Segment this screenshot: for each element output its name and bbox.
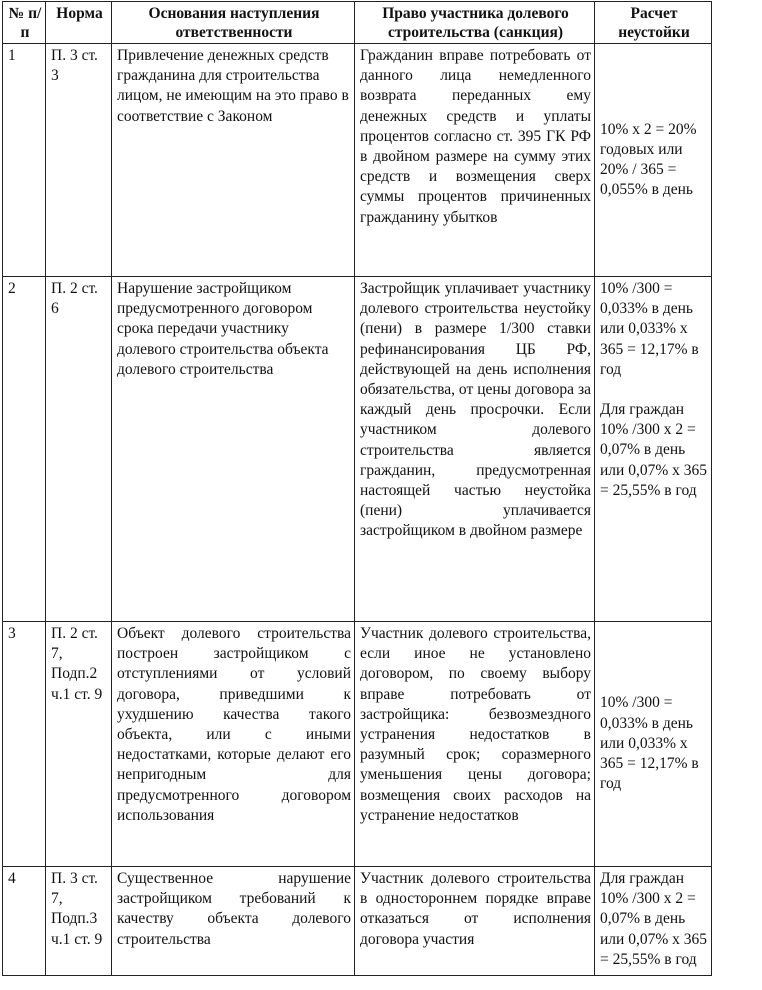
calc-cell [595,277,712,622]
norma-cell: П. 2 ст. 7, Подп.2 ч.1 ст. 9 [46,622,112,867]
calc-cell: 10% х 2 = 20% годовых или 20% / 365 = 0,055% в день [595,44,712,277]
norma-cell: П. 3 ст. 7, Подп.3 ч.1 ст. 9 [46,867,112,976]
norma-cell: П. 3 ст. 3 [46,44,112,277]
row-number: 3 [3,622,46,867]
liability-table [2,1,712,976]
right-cell: Участник долевого строительства в одностороннем порядке вправе отказаться от исполнения договора участия [355,867,595,976]
header-basis: Основания наступления ответственности [112,2,355,44]
calc-cell: Для граждан 10% /300 х 2 = 0,07% в день или 0,07% х 365 = 25,55% в год [595,867,712,976]
basis-cell: Нарушение застройщиком предусмотренного договором срока передачи участнику долевого строительства объекта долевого строительства [112,277,355,622]
header-row [3,2,712,44]
calc-gap [600,380,708,400]
row-number: 1 [3,44,46,277]
table-row [3,622,712,867]
header-no: № п/п [3,2,46,44]
basis-cell: Существенное нарушение застройщиком требований к качеству объекта долевого строительства [112,867,355,976]
right-cell: Застройщик уплачивает участнику долевого строительства неустойку (пени) в размере 1/300 ставки рефинансирования ЦБ РФ, действующей на день исполнения обязательства, от цены договора за каждый день просрочки. Если участником долевого строительства является гражданин, предусмотренная настоящей частью неустойка (пени) уплачивается застройщиком в двойном размере [355,277,595,622]
table-row [3,277,712,622]
calc-cell: 10% /300 = 0,033% в день или 0,033% х 365 = 12,17% в год [595,622,712,867]
basis-cell: Объект долевого строительства построен застройщиком с отступлениями от условий договора, приведшими к ухудшению качества такого объекта, или с иными недостатками, которые делают его непригодным для предусмотренного договором использования [112,622,355,867]
row-number: 2 [3,277,46,622]
table-row [3,867,712,976]
calc-standard: 10% /300 = 0,033% в день или 0,033% х 365 = 12,17% в год [600,280,699,378]
right-cell: Гражданин вправе потребовать от данного лица немедленного возврата переданных ему денежных средств и уплаты процентов согласно ст. 395 ГК РФ в двойном размере на сумму этих средств и возмещения сверх суммы процентов причиненных гражданину убытков [355,44,595,277]
norma-cell: П. 2 ст. 6 [46,277,112,622]
basis-cell: Привлечение денежных средств гражданина для строительства лицом, не имеющим на это право в соответствие с Законом [112,44,355,277]
row-number: 4 [3,867,46,976]
right-cell: Участник долевого строительства, если иное не установлено договором, по своему выбору вправе потребовать от застройщика: безвозмездного устранения недостатков в разумный срок; соразмерного уменьшения цены договора; возмещения своих расходов на устранение недостатков [355,622,595,867]
header-right: Право участника долевого строительства (санкция) [355,2,595,44]
header-norma: Норма [46,2,112,44]
calc-citizens: Для граждан 10% /300 х 2 = 0,07% в день или 0,07% х 365 = 25,55% в год [600,401,707,499]
table-row [3,44,712,277]
header-calc: Расчет неустойки [595,2,712,44]
